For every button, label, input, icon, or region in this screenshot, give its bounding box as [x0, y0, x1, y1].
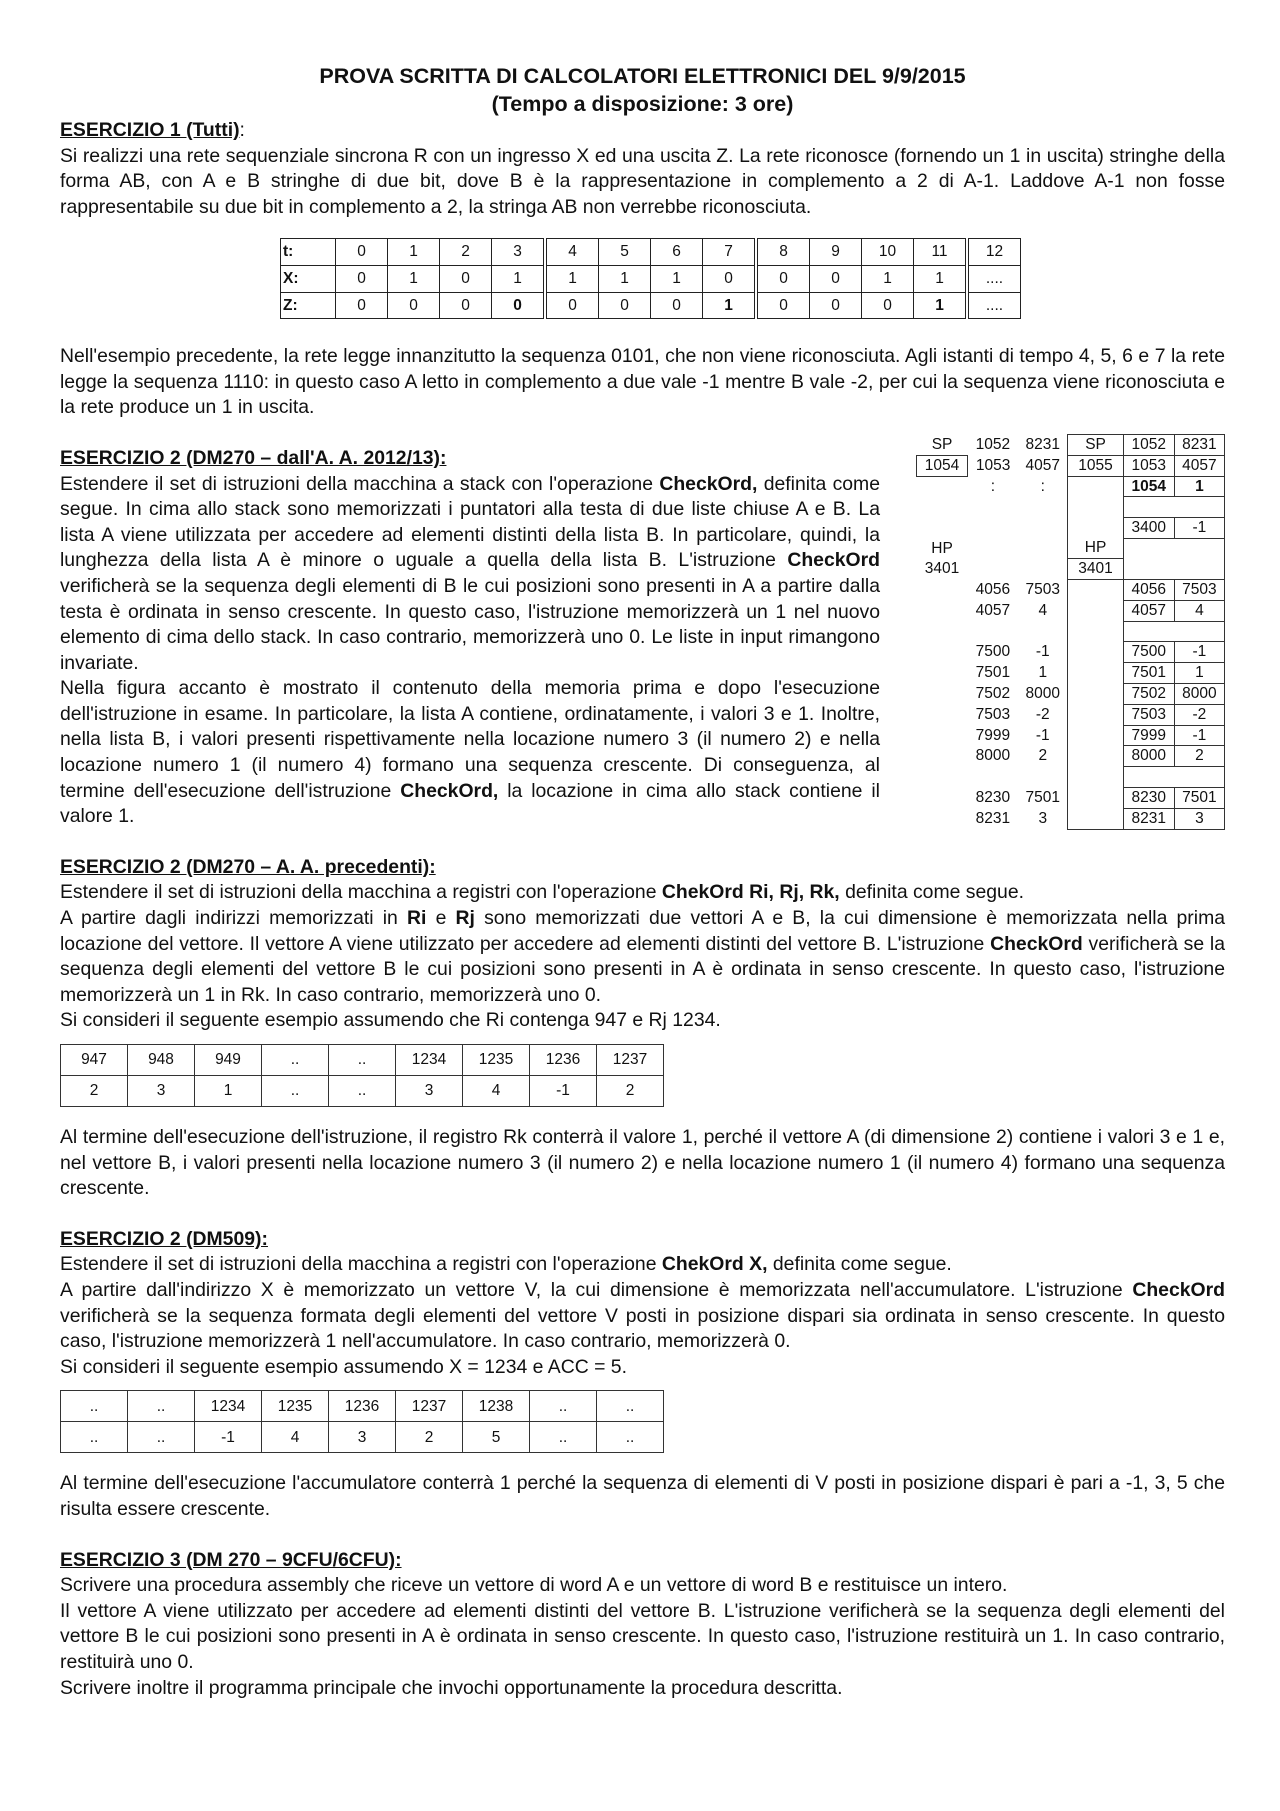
title-line-1: PROVA SCRITTA DI CALCOLATORI ELETTRONICI DEL 9/9/2015 [319, 64, 966, 88]
timing-cell: 0 [810, 292, 862, 319]
mem-dots: : [990, 477, 996, 495]
timing-cell: 8 [756, 239, 810, 266]
mem-addr: 7501 [975, 664, 1011, 682]
vec-val: .. [61, 1422, 128, 1453]
timing-cell: .... [967, 292, 1021, 319]
vec-addr: 948 [128, 1045, 195, 1076]
timing-cell: 3 [492, 239, 546, 266]
exercise-2-dm509-heading: ESERCIZIO 2 (DM509): [60, 1227, 268, 1250]
timing-cell: 0 [440, 265, 492, 292]
mem-addr: 4056 [1123, 580, 1174, 601]
mem-addr: 7501 [1123, 663, 1174, 684]
vec-val: .. [262, 1076, 329, 1107]
timing-cell: 0 [440, 292, 492, 319]
mem-dots: : [1040, 477, 1045, 495]
timing-cell: 0 [388, 292, 440, 319]
timing-cell: 5 [599, 239, 651, 266]
mem-val-new-top: 1 [1174, 476, 1224, 497]
timing-cell: 0 [810, 265, 862, 292]
vec-addr: 1238 [463, 1391, 530, 1422]
timing-cell: 10 [862, 239, 914, 266]
exam-page [60, 62, 1225, 1701]
mem-addr: 7503 [1123, 704, 1174, 725]
vec-val: 3 [396, 1076, 463, 1107]
mem-addr: 3400 [1123, 518, 1174, 539]
mem-addr: 7999 [1123, 725, 1174, 746]
exercise-2-stack [60, 435, 1225, 830]
timing-table [280, 238, 1021, 319]
hp-value-before: 3401 [924, 560, 960, 578]
exercise-1-text: Si realizzi una rete sequenziale sincrona R con un ingresso X ed una uscita Z. La rete riconosce (fornendo un 1 in uscita) stringhe della forma AB, con A e B stringhe di due bit, dove B è la rappresentazione in complemento a 2 di A-1. Laddove A-1 non fosse rappresentabile su due bit in complemento a 2, la stringa AB non verrebbe riconosciuta. [60, 144, 1225, 218]
exercise-2-dm509-text: A partire dall'indirizzo X è memorizzato un vettore V, la cui dimensione è memorizzata nell'accumulatore. L'istruzione CheckOrd verificherà se la sequenza formata degli elementi del vettore V posti in posizione dispari sia ordinata in senso crescente. In questo caso, l'istruzione memorizzerà 1 nell'accumulatore. In caso contrario, memorizzerà 0. [60, 1278, 1225, 1353]
vec-addr: .. [128, 1391, 195, 1422]
exercise-3-text: Il vettore A viene utilizzato per accedere ad elementi distinti del vettore B. L'istruzione verificherà se la sequenza degli elementi del vettore B le cui posizioni sono presenti in A è ordinata in senso crescente. In questo caso, l'istruzione restituirà un 1. In caso contrario, restituirà uno 0. [60, 1599, 1225, 1673]
mem-addr: 8230 [975, 788, 1011, 806]
exercise-2-dm509-example: Si consideri il seguente esempio assumendo X = 1234 e ACC = 5. [60, 1355, 627, 1378]
timing-cell: 1 [914, 292, 968, 319]
timing-cell: 0 [703, 265, 757, 292]
timing-cell: 1 [545, 265, 599, 292]
vec-val: 4 [262, 1422, 329, 1453]
vec-addr: .. [61, 1391, 128, 1422]
exercise-3-heading: ESERCIZIO 3 (DM 270 – 9CFU/6CFU): [60, 1548, 402, 1571]
mem-val: 4 [1174, 600, 1224, 621]
timing-cell: 1 [492, 265, 546, 292]
timing-cell: 12 [967, 239, 1021, 266]
mem-val: 7501 [1025, 788, 1061, 806]
vec-val: 5 [463, 1422, 530, 1453]
exercise-2-stack-heading: ESERCIZIO 2 (DM270 – dall'A. A. 2012/13): [60, 446, 447, 469]
mem-val: -2 [1174, 704, 1224, 725]
timing-cell: 1 [388, 239, 440, 266]
timing-cell: 1 [703, 292, 757, 319]
mem-val: 4 [1038, 601, 1048, 619]
timing-cell: 0 [862, 292, 914, 319]
timing-row-t [281, 239, 1021, 266]
mem-val: 7503 [1174, 580, 1224, 601]
timing-label: X: [281, 265, 336, 292]
mem-val: -1 [1174, 725, 1224, 746]
timing-cell: 1 [651, 265, 703, 292]
timing-cell: 7 [703, 239, 757, 266]
timing-cell: 1 [862, 265, 914, 292]
timing-cell: 0 [651, 292, 703, 319]
vec-val: .. [597, 1422, 664, 1453]
memory-figure [916, 434, 1225, 830]
mem-addr: 4057 [975, 601, 1011, 619]
mem-addr: 8231 [1123, 808, 1174, 829]
vec-val: .. [530, 1422, 597, 1453]
mem-addr: 8230 [1123, 787, 1174, 808]
vec-addr: 949 [195, 1045, 262, 1076]
mem-addr: 1052 [975, 435, 1011, 453]
exercise-2-registers-heading: ESERCIZIO 2 (DM270 – A. A. precedenti): [60, 855, 436, 878]
vec-val: 4 [463, 1076, 530, 1107]
mem-val: 8000 [1025, 685, 1061, 702]
mem-val: 2 [1038, 747, 1048, 765]
vec-addr: .. [530, 1391, 597, 1422]
exercise-2-registers-example: Si consideri il seguente esempio assumendo che Ri contenga 947 e Rj 1234. [60, 1009, 721, 1032]
vec-val: 2 [597, 1076, 664, 1107]
title-line-2: (Tempo a disposizione: 3 ore) [491, 92, 794, 116]
timing-cell: 0 [336, 265, 388, 292]
vec-val: 3 [128, 1076, 195, 1107]
mem-val: 8231 [1174, 434, 1224, 455]
vec-addr: 1235 [463, 1045, 530, 1076]
vector-table-registers [60, 1044, 664, 1107]
timing-cell: 4 [545, 239, 599, 266]
memory-table [916, 434, 1225, 830]
timing-cell: 0 [336, 239, 388, 266]
exercise-2-registers-line-1: Estendere il set di istruzioni della macchina a registri con l'operazione ChekOrd Ri, Rj, Rk, definita come segue. [60, 881, 1025, 904]
exercise-2-stack-text-1: Estendere il set di istruzioni della macchina a stack con l'operazione CheckOrd, definita come segue. In cima allo stack sono memorizzati i puntatori alla testa di due liste chiuse A e B. La lista A viene utilizzata per accedere ad elementi distinti della lista B. In particolare, quindi, la lunghezza della lista A è minore o uguale a quella della lista B. L'istruzione CheckOrd verificherà se la sequenza degli elementi di B le cui posizioni sono presenti in A a partire dalla testa è ordinata in senso crescente. In questo caso, l'istruzione memorizzerà un 1 nel nuovo elemento di cima dello stack. In caso contrario, memorizzerà uno 0. Le liste in input rimangono invariate. [60, 472, 880, 674]
mem-val: 3 [1174, 808, 1224, 829]
timing-cell: 0 [545, 292, 599, 319]
vec-addr: .. [597, 1391, 664, 1422]
timing-cell: 9 [810, 239, 862, 266]
exercise-1-heading-colon: : [239, 119, 245, 141]
exercise-1-heading: ESERCIZIO 1 (Tutti) [60, 119, 240, 141]
vec-val: 1 [195, 1076, 262, 1107]
vec-addr: 1234 [195, 1391, 262, 1422]
mem-val: -2 [1035, 705, 1050, 723]
mem-val: 8231 [1025, 435, 1061, 453]
sp-label-before: SP [931, 435, 953, 453]
mem-addr: 1053 [1123, 455, 1174, 476]
mem-addr: 7502 [1123, 684, 1174, 705]
vec-addr: 1235 [262, 1391, 329, 1422]
mem-val: 4057 [1174, 455, 1224, 476]
mem-addr: 1052 [1123, 434, 1174, 455]
timing-cell: 0 [756, 292, 810, 319]
vec-val: 2 [396, 1422, 463, 1453]
vec-addr: .. [262, 1045, 329, 1076]
vec-val: 3 [329, 1422, 396, 1453]
vec-val: -1 [530, 1076, 597, 1107]
timing-cell: 11 [914, 239, 968, 266]
exercise-2-dm509-conclusion: Al termine dell'esecuzione l'accumulatore conterrà 1 perché la sequenza di elementi di V posti in posizione dispari è pari a -1, 3, 5 che risulta essere crescente. [60, 1472, 1225, 1520]
vector-table-dm509 [60, 1390, 664, 1453]
vec-addr: 947 [61, 1045, 128, 1076]
mem-addr: 4057 [1123, 600, 1174, 621]
timing-row-z [281, 292, 1021, 319]
exercise-2-stack-text-2: Nella figura accanto è mostrato il contenuto della memoria prima e dopo l'esecuzione dell'istruzione in esame. In particolare, la lista A contiene, ordinatamente, i valori 3 e 1. Inoltre, nella lista B, i valori presenti rispettivamente nella locazione numero 3 (il numero 2) e nella locazione numero 1 (il numero 4) formano una sequenza crescente. Di conseguenza, al termine dell'esecuzione dell'istruzione CheckOrd, la locazione in cima allo stack contiene il valore 1. [60, 677, 880, 828]
mem-addr: 7503 [975, 705, 1011, 723]
exercise-3-line-2: Scrivere inoltre il programma principale che invochi opportunamente la procedura descritta. [60, 1676, 843, 1699]
mem-addr: 8000 [975, 747, 1011, 765]
timing-cell: 1 [388, 265, 440, 292]
mem-addr: 4056 [975, 581, 1011, 599]
exercise-2-dm509-line-1: Estendere il set di istruzioni della macchina a registri con l'operazione ChekOrd X, definita come segue. [60, 1253, 952, 1276]
mem-addr-new-top: 1054 [1123, 476, 1174, 497]
mem-addr: 7500 [1123, 642, 1174, 663]
vec-val: .. [329, 1076, 396, 1107]
mem-addr: 7500 [975, 643, 1011, 661]
timing-row-x [281, 265, 1021, 292]
mem-addr: 7999 [975, 726, 1011, 744]
mem-val: 7503 [1025, 581, 1061, 599]
exercise-2-registers-conclusion: Al termine dell'esecuzione dell'istruzione, il registro Rk conterrà il valore 1, perché il vettore A (di dimensione 2) contiene i valori 3 e 1 e, nel vettore B, i valori presenti nella locazione numero 3 (il numero 2) e nella locazione numero 1 (il numero 4) formano una sequenza crescente. [60, 1126, 1225, 1200]
hp-label-before: HP [931, 539, 953, 557]
mem-val: 2 [1174, 746, 1224, 767]
mem-addr: 8231 [975, 809, 1011, 827]
mem-val: 8000 [1174, 684, 1224, 705]
mem-val: -1 [1035, 726, 1050, 744]
mem-val: 1 [1174, 663, 1224, 684]
vec-addr: .. [329, 1045, 396, 1076]
timing-cell: 0 [336, 292, 388, 319]
vec-addr: 1236 [329, 1391, 396, 1422]
mem-val: 7501 [1174, 787, 1224, 808]
vec-addr: 1237 [396, 1391, 463, 1422]
exercise-2-dm509 [60, 1227, 1225, 1523]
vec-addr: 1237 [597, 1045, 664, 1076]
timing-cell: 6 [651, 239, 703, 266]
mem-val: -1 [1174, 642, 1224, 663]
exam-title [60, 62, 1225, 118]
vec-addr: 1236 [530, 1045, 597, 1076]
timing-cell: 2 [440, 239, 492, 266]
timing-cell: 0 [756, 265, 810, 292]
exercise-2-registers [60, 855, 1225, 1202]
hp-value-after: 3401 [1068, 559, 1123, 580]
vec-addr: 1234 [396, 1045, 463, 1076]
timing-label: t: [281, 239, 336, 266]
vec-val: .. [128, 1422, 195, 1453]
timing-label: Z: [281, 292, 336, 319]
exercise-1 [60, 118, 1225, 421]
mem-val: 1 [1038, 664, 1048, 682]
mem-val: -1 [1035, 643, 1050, 661]
mem-addr: 7502 [975, 685, 1011, 702]
timing-cell: 1 [599, 265, 651, 292]
mem-val: 4057 [1025, 456, 1061, 474]
timing-cell: 0 [492, 292, 546, 319]
exercise-2-registers-text: A partire dagli indirizzi memorizzati in Ri e Rj sono memorizzati due vettori A e B, la cui dimensione è memorizzata nella prima locazione del vettore. Il vettore A viene utilizzato per accedere ad elementi distinti del vettore B. L'istruzione CheckOrd verificherà se la sequenza degli elementi del vettore B le cui posizioni sono presenti in A è ordinata in senso crescente. In questo caso, l'istruzione memorizzerà un 1 in Rk. In caso contrario, memorizzerà uno 0. [60, 907, 1226, 1006]
exercise-3 [60, 1548, 1225, 1702]
mem-val: 3 [1038, 809, 1048, 827]
mem-val: -1 [1174, 518, 1224, 539]
vec-val: -1 [195, 1422, 262, 1453]
hp-label-after: HP [1068, 538, 1123, 558]
mem-addr: 1053 [975, 456, 1011, 474]
timing-cell: 1 [914, 265, 968, 292]
exercise-3-line-1: Scrivere una procedura assembly che riceve un vettore di word A e un vettore di word B e restituisce un intero. [60, 1574, 1008, 1597]
timing-cell: 0 [599, 292, 651, 319]
exercise-1-explanation: Nell'esempio precedente, la rete legge innanzitutto la sequenza 0101, che non viene riconosciuta. Agli istanti di tempo 4, 5, 6 e 7 la rete legge la sequenza 1110: in questo caso A letto in complemento a due vale -1 mentre B vale -2, per cui la sequenza viene riconosciuta e la rete produce un 1 in uscita. [60, 345, 1225, 419]
sp-label-after: SP [1068, 434, 1123, 455]
timing-cell: .... [967, 265, 1021, 292]
sp-value-before: 1054 [917, 455, 968, 476]
vec-val: 2 [61, 1076, 128, 1107]
mem-addr: 8000 [1123, 746, 1174, 767]
sp-value-after: 1055 [1068, 455, 1123, 476]
